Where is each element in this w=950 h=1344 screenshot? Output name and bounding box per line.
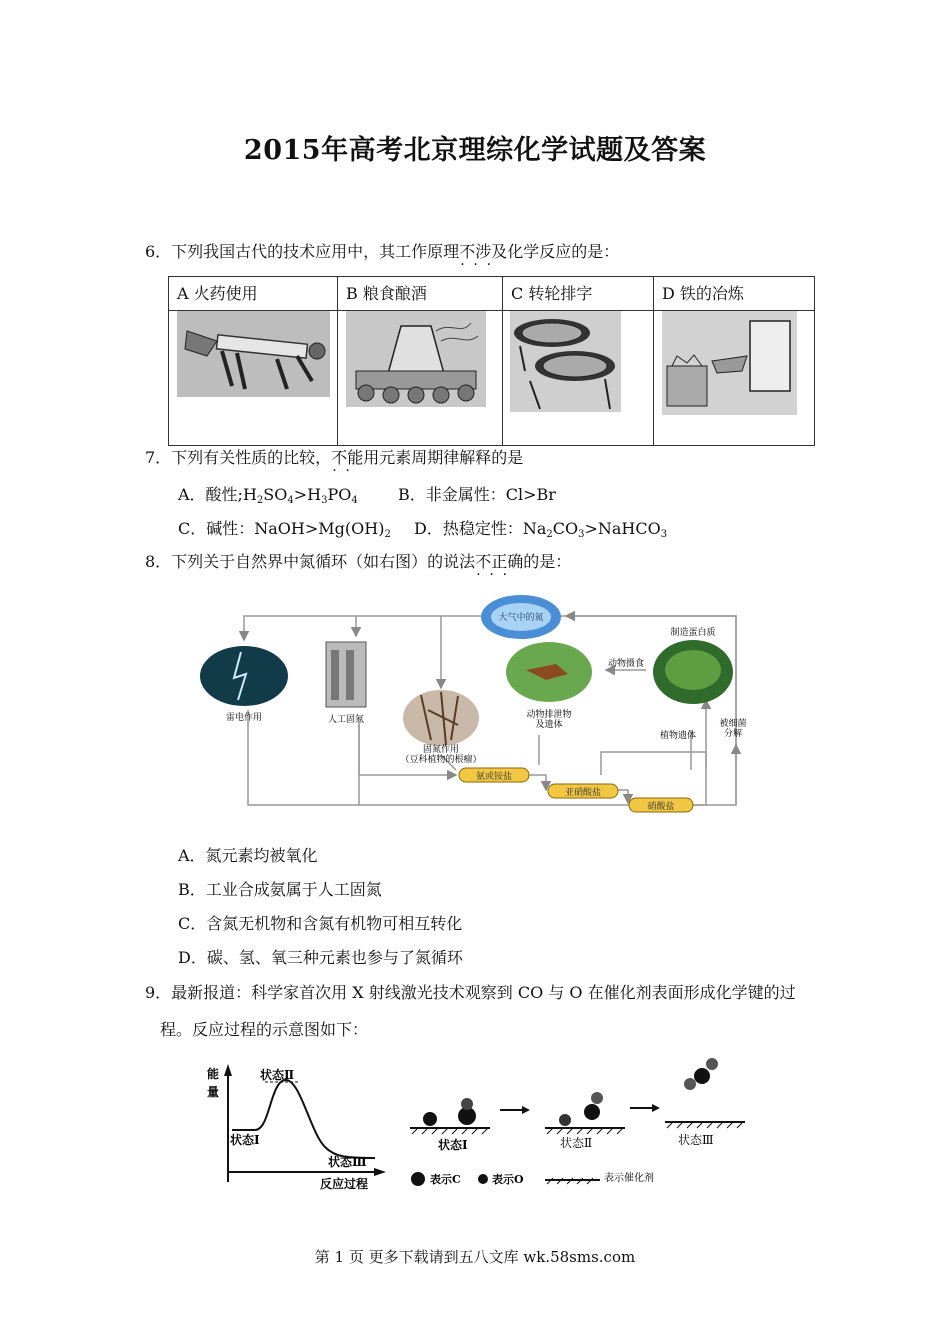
q7-c-text: C．碱性：NaOH>Mg(OH) [178, 519, 385, 538]
animals-label-1: 动物排泄物 [526, 710, 572, 720]
q7-option-d [414, 519, 667, 545]
q6-emphasis: 不涉及 · · · [459, 242, 507, 262]
option-c-label: C 转轮排字 [503, 277, 654, 311]
q7-a-sub2: 4 [287, 495, 294, 506]
reaction-process-svg [200, 1052, 755, 1192]
q7-option-a [178, 485, 358, 511]
type-wheel-illustration [510, 311, 621, 412]
atmosphere-label: 大气中的氮 [498, 613, 544, 623]
animals-label-2: 及遗体 [535, 720, 563, 730]
eat-label: 动物摄食 [607, 659, 645, 669]
lightning-label: 雷电作用 [225, 713, 263, 723]
legend-c-label: 表示C [430, 1173, 461, 1186]
curve-state2-label: 状态Ⅱ [260, 1068, 295, 1082]
q8-option-d: D．碳、氢、氧三种元素也参与了氮循环 [178, 948, 463, 967]
ammonium-label: 氨或铵盐 [475, 772, 513, 782]
state2-label: 状态Ⅱ [560, 1136, 593, 1150]
gunpowder-illustration [177, 311, 330, 397]
nitrite-label: 亚硝酸盐 [564, 788, 602, 798]
q7-a-mid3: PO [327, 485, 352, 504]
q8-emphasis: 不正确 · · · [475, 552, 523, 572]
x-axis-label: 反应过程 [320, 1177, 369, 1191]
curve-state3-label: 状态Ⅲ [328, 1155, 367, 1169]
option-d-label: D 铁的冶炼 [654, 277, 815, 311]
q7-a-sub1: 2 [256, 495, 264, 506]
q7-a-mid2: >H [293, 485, 322, 504]
state3-label: 状态Ⅲ [678, 1133, 714, 1147]
iron-smelting-illustration [662, 311, 797, 415]
option-a-label: A 火药使用 [169, 277, 338, 311]
q7-a-text: A．酸性;H [178, 485, 257, 504]
legend-o-marker [478, 1174, 488, 1184]
nitrogen-cycle-figure [196, 590, 751, 822]
nitrogen-cycle-svg [196, 590, 751, 822]
q7-d-mid2: >NaHCO [584, 519, 661, 538]
q7-emphasis: 不能 · · [331, 448, 363, 468]
q8-option-a: A．氮元素均被氧化 [178, 846, 318, 865]
q7-d-mid1: CO [552, 519, 579, 538]
q7-a-sub3: 3 [321, 495, 328, 506]
curve-state1-label: 状态Ⅰ [230, 1133, 260, 1147]
question-7-stem [145, 448, 523, 468]
q7-stem-pre: 7．下列有关性质的比较， [145, 448, 332, 467]
reaction-process-figure [200, 1052, 755, 1192]
q8-stem-post: 的是： [523, 552, 572, 571]
plant-remains-label: 植物遗体 [659, 731, 697, 741]
q8-option-b: B．工业合成氨属于人工固氮 [178, 880, 382, 899]
energy-axis-label-2: 量 [207, 1085, 220, 1099]
brewing-illustration [346, 311, 486, 407]
page-title: 2015年高考北京理综化学试题及答案 [243, 135, 707, 166]
nitrate-label: 硝酸盐 [647, 802, 675, 812]
roots-label-1: 固氮作用 [422, 745, 460, 755]
q7-d-sub3: 3 [660, 529, 668, 540]
state1-label: 状态Ⅰ [438, 1138, 468, 1152]
legend-o-label: 表示O [492, 1173, 524, 1186]
industry-label: 人工固氮 [327, 715, 365, 725]
question-9-stem-line1: 9．最新报道：科学家首次用 X 射线激光技术观察到 CO 与 O 在催化剂表面形成化学键的过 [145, 983, 796, 1002]
q6-stem-post: 化学反应的是： [507, 242, 620, 261]
question-8-stem [145, 552, 571, 572]
q7-d-text: D．热稳定性：Na [414, 519, 547, 538]
bacteria-label-1: 被细菌 [719, 719, 747, 729]
legend-c-marker [411, 1172, 425, 1186]
q7-a-mid1: SO [263, 485, 288, 504]
q7-option-c [178, 519, 391, 545]
question-9-stem-line2: 程。反应过程的示意图如下： [160, 1020, 369, 1039]
energy-axis-label-1: 能 [207, 1067, 220, 1081]
q7-d-sub2: 3 [578, 529, 585, 540]
q7-option-b: B．非金属性：Cl>Br [398, 485, 556, 504]
q8-option-c: C．含氮无机物和含氮有机物可相互转化 [178, 914, 463, 933]
bacteria-label-2: 分解 [723, 729, 743, 739]
page-footer: 第 1 页 更多下载请到五八文库 wk.58sms.com [314, 1248, 636, 1266]
q7-stem-post: 用元素周期律解释的是 [363, 448, 524, 467]
q8-stem-pre: 8．下列关于自然界中氮循环（如右图）的说法 [145, 552, 476, 571]
lightning-ellipse [200, 646, 288, 706]
roots-label-2: （豆科植物的根瘤） [400, 755, 482, 765]
legend-catalyst-label: 表示催化剂 [604, 1173, 654, 1184]
option-b-label: B 粮食酿酒 [338, 277, 503, 311]
q7-c-sub1: 2 [384, 529, 391, 540]
q7-d-sub1: 2 [546, 529, 553, 540]
q7-a-sub4: 4 [351, 495, 358, 506]
forest-label: 制造蛋白质 [670, 628, 716, 638]
question-6-stem [145, 242, 619, 262]
q6-stem-pre: 6．下列我国古代的技术应用中，其工作原理 [145, 242, 460, 261]
